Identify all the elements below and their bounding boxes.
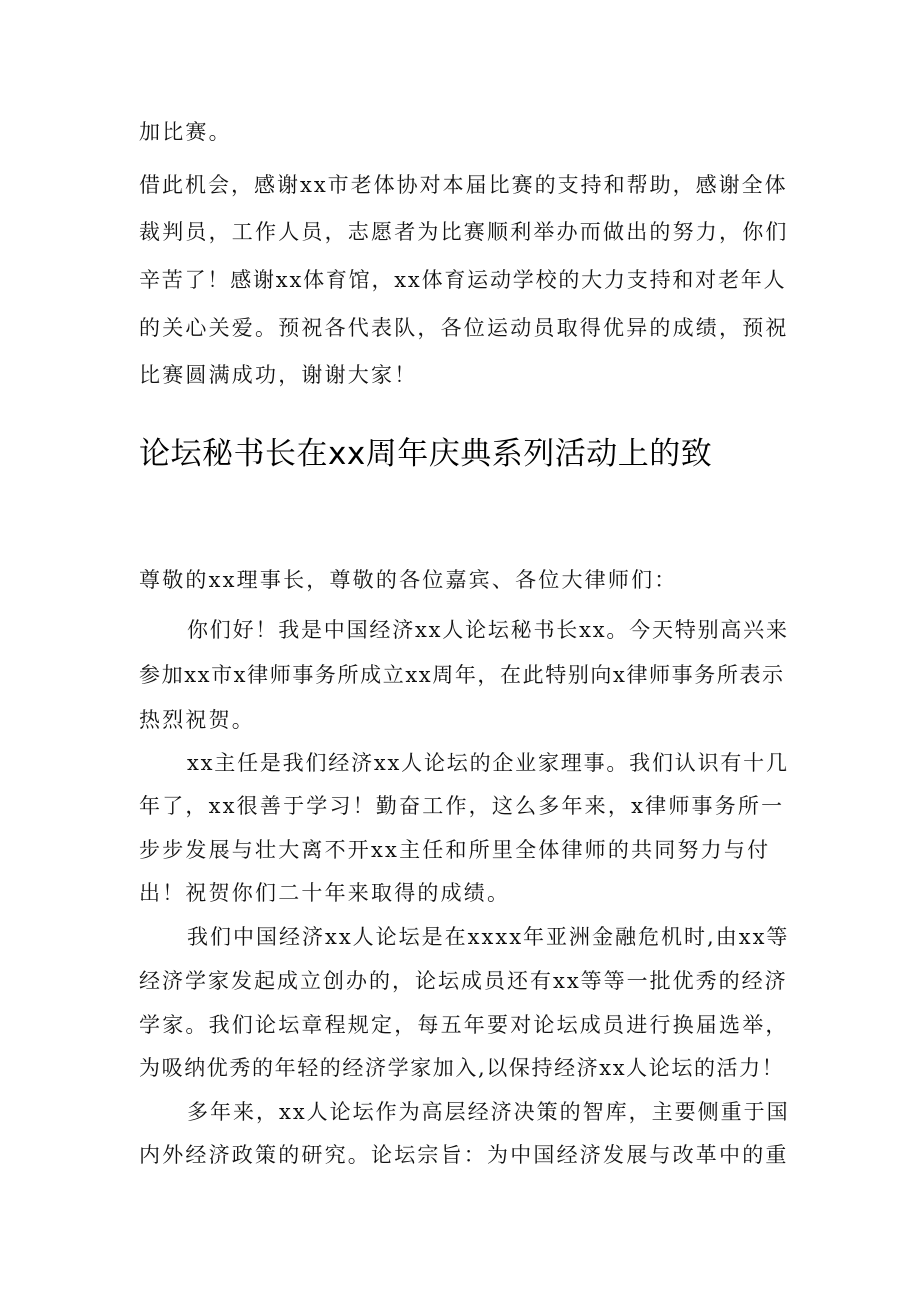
paragraph-line: 年了，xx很善于学习！勤奋工作，这么多年来，x律师事务所一 — [139, 794, 785, 818]
paragraph-line: 参加xx市x律师事务所成立xx周年，在此特别向x律师事务所表示 — [139, 663, 785, 687]
prev-section-line: 的关心关爱。预祝各代表队，各位运动员取得优异的成绩，预祝 — [139, 316, 789, 340]
paragraph-line: 学家。我们论坛章程规定，每五年要对论坛成员进行换届选举， — [139, 1013, 789, 1037]
paragraph-line: 内外经济政策的研究。论坛宗旨：为中国经济发展与改革中的重 — [139, 1143, 789, 1167]
paragraph-line: 经济学家发起成立创办的，论坛成员还有xx等等一批优秀的经济 — [139, 969, 788, 993]
paragraph-line: 热烈祝贺。 — [139, 708, 255, 732]
prev-section-line: 加比赛。 — [139, 120, 232, 144]
paragraph-line: 多年来，xx人论坛作为高层经济决策的智库，主要侧重于国 — [187, 1100, 790, 1124]
paragraph-line: 为吸纳优秀的年轻的经济学家加入,以保持经济xx人论坛的活力！ — [139, 1056, 785, 1080]
paragraph-line: 出！祝贺你们二十年来取得的成绩。 — [139, 881, 511, 905]
prev-section-line: 比赛圆满成功，谢谢大家！ — [139, 363, 418, 387]
paragraph-line: 步步发展与壮大离不开xx主任和所里全体律师的共同努力与付 — [139, 838, 771, 862]
salutation: 尊敬的xx理事长，尊敬的各位嘉宾、各位大律师们： — [139, 568, 678, 592]
paragraph-line: 你们好！我是中国经济xx人论坛秘书长xx。今天特别高兴来 — [187, 618, 789, 642]
paragraph-line: xx主任是我们经济xx人论坛的企业家理事。我们认识有十几 — [187, 751, 789, 775]
prev-section-line: 辛苦了！感谢xx体育馆，xx体育运动学校的大力支持和对老年人 — [139, 268, 787, 292]
prev-section-line: 借此机会，感谢xx市老体协对本届比赛的支持和帮助，感谢全体 — [139, 173, 788, 197]
article-title: 论坛秘书长在xx周年庆典系列活动上的致 — [139, 436, 713, 472]
prev-section-line: 裁判员，工作人员，志愿者为比赛顺利举办而做出的努力，你们 — [139, 220, 789, 244]
paragraph-line: 我们中国经济xx人论坛是在xxxx年亚洲金融危机时,由xx等 — [187, 925, 790, 949]
